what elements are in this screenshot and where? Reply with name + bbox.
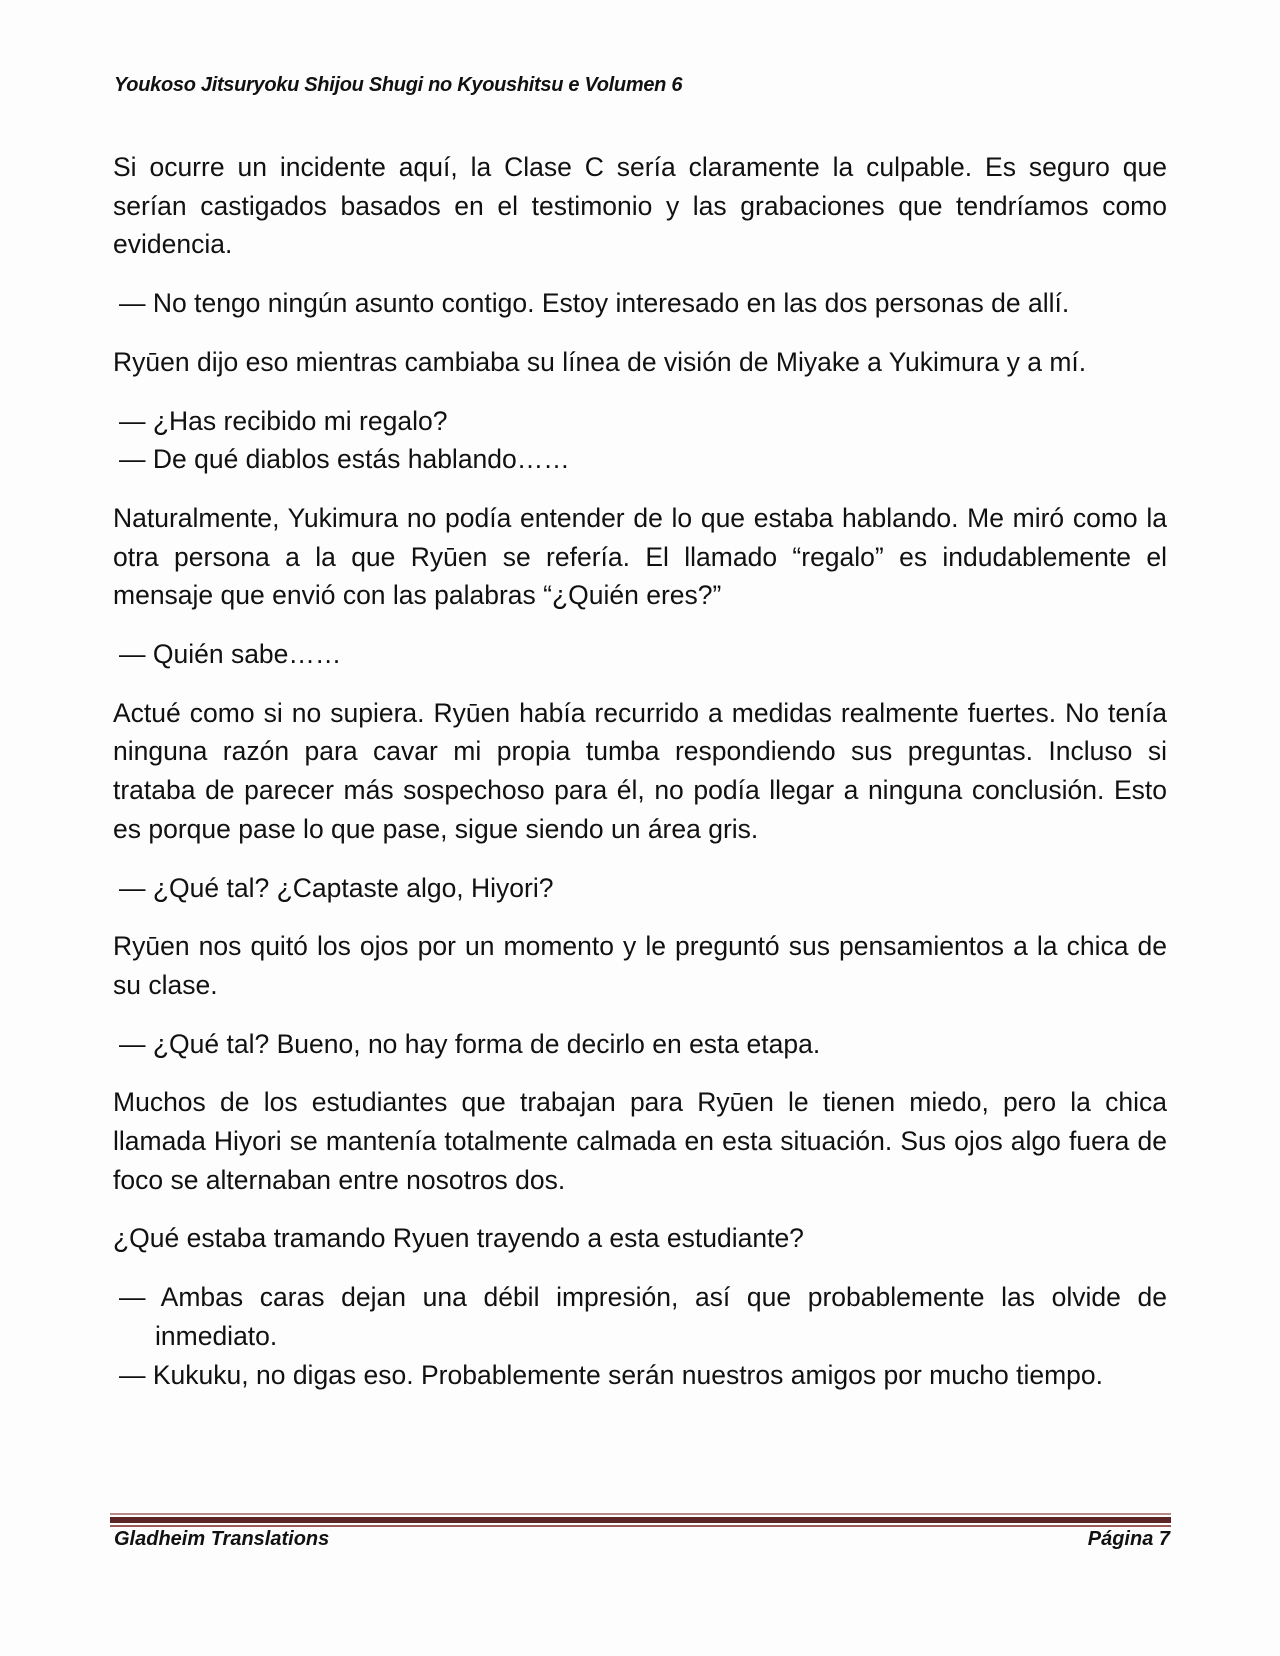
dialogue-line: — No tengo ningún asunto contigo. Estoy interesado en las dos personas de allí. (119, 288, 1070, 319)
paragraph: ¿Qué estaba tramando Ryuen trayendo a esta estudiante? (113, 1223, 804, 1254)
footer-translator: Gladheim Translations (114, 1528, 330, 1550)
footer-rule (110, 1515, 1171, 1523)
dialogue-line: — Ambas caras dejan una débil impresión, así que probablemente las olvide de inmediato. (119, 1282, 1167, 1351)
dialogue-line: — De qué diablos estás hablando…… (119, 444, 570, 475)
page-number: Página 7 (1087, 1528, 1170, 1550)
dialogue-line: — Kukuku, no digas eso. Probablemente serán nuestros amigos por mucho tiempo. (119, 1359, 1103, 1390)
paragraph: Naturalmente, Yukimura no podía entender de lo que estaba hablando. Me miró como la otra persona a la que Ryūen se refería. El llamado “regalo” es indudablemente el mensaje que envió con las palabras “¿Quién eres?” (113, 502, 1167, 611)
dialogue-line: — Quién sabe…… (119, 639, 342, 670)
running-header: Youkoso Jitsuryoku Shijou Shugi no Kyoushitsu e Volumen 6 (114, 74, 683, 96)
paragraph: Actué como si no supiera. Ryūen había recurrido a medidas realmente fuertes. No tenía ninguna razón para cavar mi propia tumba respondiendo sus preguntas. Incluso si trataba de parecer más sospechoso para él, no podía llegar a ninguna conclusión. Esto es porque pase lo que pase, sigue siendo un área gris. (113, 697, 1167, 844)
page-body (113, 148, 1167, 1414)
paragraph: Ryūen dijo eso mientras cambiaba su línea de visión de Miyake a Yukimura y a mí. (113, 346, 1087, 377)
paragraph: Si ocurre un incidente aquí, la Clase C sería claramente la culpable. Es seguro que serían castigados basados en el testimonio y las grabaciones que tendríamos como evidencia. (113, 152, 1167, 260)
dialogue-line: — ¿Qué tal? ¿Captaste algo, Hiyori? (119, 872, 554, 903)
paragraph: Muchos de los estudiantes que trabajan para Ryūen le tienen miedo, pero la chica llamada Hiyori se mantenía totalmente calmada en esta situación. Sus ojos algo fuera de foco se alternaban entre nosotros dos. (113, 1087, 1167, 1195)
paragraph: Ryūen nos quitó los ojos por un momento y le preguntó sus pensamientos a la chica de su clase. (113, 931, 1167, 1000)
dialogue-line: — ¿Qué tal? Bueno, no hay forma de decirlo en esta etapa. (119, 1028, 821, 1059)
dialogue-line: — ¿Has recibido mi regalo? (119, 405, 448, 436)
